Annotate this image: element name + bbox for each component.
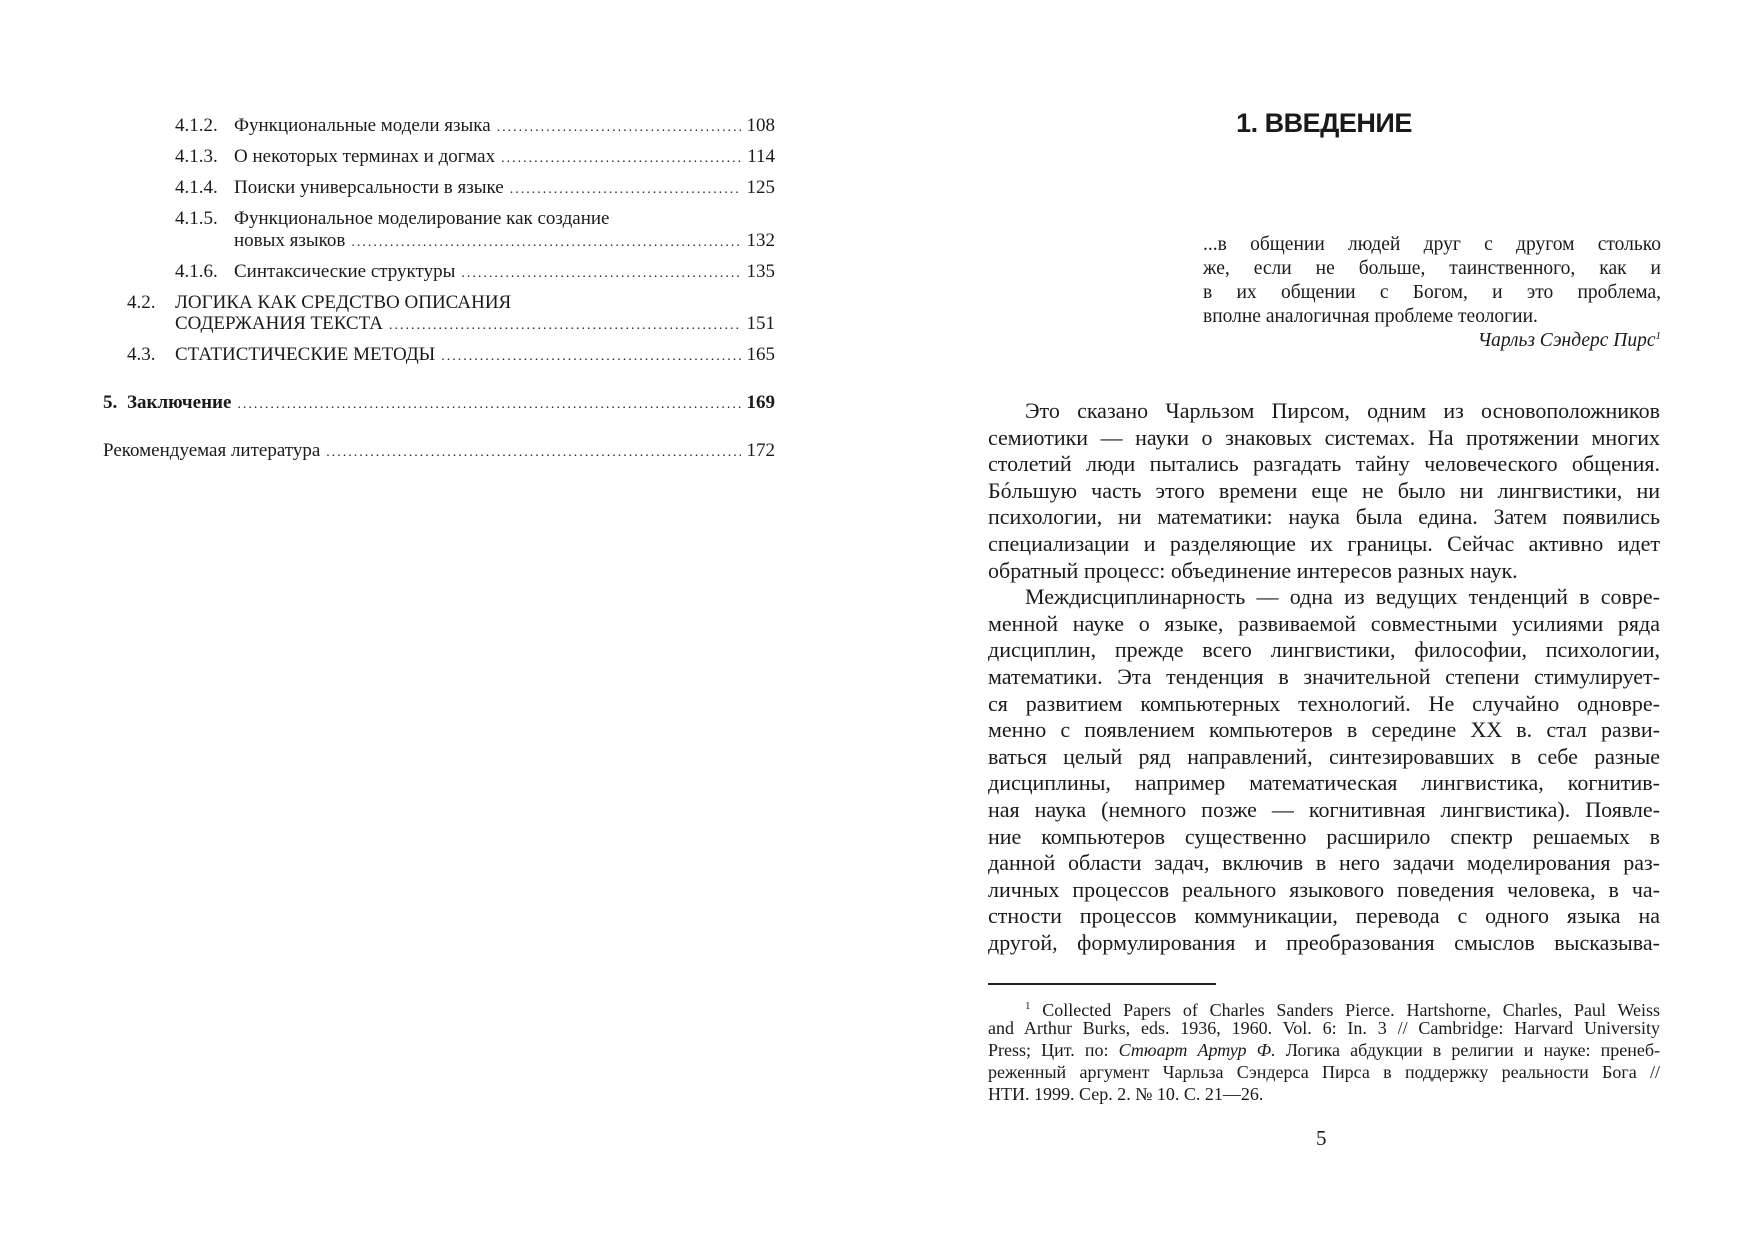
dot-leader [351, 232, 740, 254]
body-line: ная наука (немного позже — когнитивная лингвистика). Появле- [988, 797, 1660, 822]
toc-entry-page: 132 [746, 230, 775, 251]
dot-leader [389, 315, 741, 337]
toc-entry-number: 4.3. [127, 344, 156, 365]
footnote-line: and Arthur Burks, eds. 1936, 1960. Vol. 6: In. 3 // Cambridge: Harvard University [988, 1018, 1660, 1038]
body-line: дисциплины, например математическая лингвистика, когнитив- [988, 770, 1660, 796]
body-line: менной науке о языке, развиваемой совместными усилиями ряда [988, 610, 1660, 636]
footnote-reference[interactable]: 1 [1655, 330, 1661, 342]
footnote-author: Стюарт Артур Ф. [1118, 1040, 1276, 1060]
toc-entry[interactable] [175, 261, 775, 285]
toc-entry-number: 4.1.6. [175, 261, 218, 282]
toc-entry-conclusion[interactable] [103, 392, 775, 416]
body-line: менно с появлением компьютеров в середине XX в. стал разви- [988, 717, 1660, 743]
toc-entry[interactable] [175, 115, 775, 139]
toc-entry-page: 169 [746, 392, 775, 413]
toc-entry-number: 4.2. [127, 292, 156, 313]
toc-entry-number: 4.1.2. [175, 115, 218, 136]
chapter-title: 1. ВВЕДЕНИЕ [1236, 108, 1412, 138]
toc-entry-page: 165 [746, 344, 775, 365]
body-line: обратный процесс: объединение интересов разных наук. [988, 557, 1518, 583]
toc-entry-page: 114 [747, 146, 775, 167]
toc-entry-page: 172 [746, 440, 775, 461]
toc-entry-number: 4.1.4. [175, 177, 218, 198]
epigraph-author [1478, 330, 1661, 352]
toc-entry-label: Функциональные модели языка [234, 115, 491, 136]
dot-leader [237, 394, 740, 416]
toc-entry-page: 108 [746, 115, 775, 136]
toc-entry-page: 151 [746, 313, 775, 334]
toc-entry[interactable] [127, 344, 775, 368]
toc-entry[interactable] [175, 146, 775, 170]
dot-leader [461, 263, 740, 285]
body-line: Это сказано Чарльзом Пирсом, одним из основоположников [1025, 398, 1660, 423]
toc-entry-label-line1[interactable]: ЛОГИКА КАК СРЕДСТВО ОПИСАНИЯ [175, 292, 512, 313]
toc-entry-label: СТАТИСТИЧЕСКИЕ МЕТОДЫ [175, 344, 436, 365]
dot-leader [501, 148, 741, 170]
body-line: дисциплин, прежде всего лингвистики, философии, психологии, [988, 637, 1660, 663]
footnote-text: Press; Цит. по: [988, 1040, 1119, 1060]
toc-entry-label: О некоторых терминах и догмах [234, 146, 496, 167]
footnote-separator [988, 983, 1216, 985]
epigraph-line: ...в общении людей друг с другом столько [1203, 234, 1661, 255]
toc-entry-number: 5. [103, 392, 118, 413]
body-line: столетий люди пытались разгадать тайну человеческого общения. [988, 451, 1660, 477]
dot-leader [326, 442, 740, 464]
toc-entry-page: 125 [746, 177, 775, 198]
toc-entry-label: Поиски универсальности в языке [234, 177, 504, 198]
page-number: 5 [1316, 1126, 1327, 1150]
toc-entry-label: Синтаксические структуры [234, 261, 456, 282]
footnote-mark: 1 [1025, 1000, 1031, 1012]
dot-leader [510, 179, 741, 201]
toc-entry-number: 4.1.5. [175, 208, 218, 229]
toc-entry-label-line1[interactable]: Функциональное моделирование как создание [234, 208, 610, 229]
body-line: стности процессов коммуникации, перевода с одного языка на [988, 903, 1660, 929]
body-line: психологии, ни математики: наука была едина. Затем появились [988, 504, 1660, 530]
footnote-line: реженный аргумент Чарльза Сэндерса Пирса в поддержку реальности Бога // [988, 1062, 1660, 1082]
body-line: Междисциплинарность — одна из ведущих тенденций в совре- [1025, 584, 1660, 610]
toc-entry-label: Заключение [127, 392, 232, 413]
footnote-text: Collected Papers of Charles Sanders Pierce. Hartshorne, Charles, Paul Weiss [1042, 1000, 1660, 1020]
body-line: другой, формулирования и преобразования смыслов высказыва- [988, 930, 1660, 955]
epigraph-line: вполне аналогичная проблеме теологии. [1203, 306, 1538, 327]
toc-entry[interactable] [234, 230, 775, 254]
toc-entry[interactable] [175, 177, 775, 201]
body-line: данной области задач, включив в него задачи моделирования раз- [988, 850, 1660, 876]
body-line: личных процессов реального языкового поведения человека, в ча- [988, 876, 1660, 902]
dot-leader [441, 346, 740, 368]
toc-entry-label: Рекомендуемая литература [103, 440, 321, 461]
epigraph-line: же, если не больше, таинственного, как и [1203, 258, 1661, 279]
toc-entry[interactable] [175, 313, 775, 337]
toc-entry-page: 135 [746, 261, 775, 282]
footnote-text: Логика абдукции в религии и науке: пренеб- [1275, 1040, 1661, 1060]
dot-leader [497, 117, 741, 139]
toc-entry-literature[interactable] [103, 440, 775, 464]
toc-entry-number: 4.1.3. [175, 146, 218, 167]
body-line: специализации и разделяющие их границы. Сейчас активно идет [988, 531, 1660, 556]
footnote-line: НТИ. 1999. Сер. 2. № 10. С. 21—26. [988, 1084, 1264, 1104]
body-line: математики. Эта тенденция в значительной степени стимулирует- [988, 664, 1660, 689]
body-line: Бóльшую часть этого времени еще не было ни лингвистики, ни [988, 477, 1660, 503]
body-line: ваться целый ряд направлений, синтезировавших в себе разные [988, 743, 1660, 769]
toc-entry-label: новых языков [234, 230, 346, 251]
footnote-line [988, 1039, 1660, 1061]
body-line: ся развитием компьютерных технологий. Не случайно одновре- [988, 690, 1660, 716]
body-line: ние компьютеров существенно расширило спектр решаемых в [988, 823, 1660, 849]
body-line: семиотики — науки о знаковых системах. На протяжении многих [988, 424, 1660, 450]
epigraph-line: в их общении с Богом, и это проблема, [1203, 282, 1661, 303]
epigraph-author-name: Чарльз Сэндерс Пирс [1477, 330, 1656, 351]
toc-entry-label: СОДЕРЖАНИЯ ТЕКСТА [175, 313, 383, 334]
